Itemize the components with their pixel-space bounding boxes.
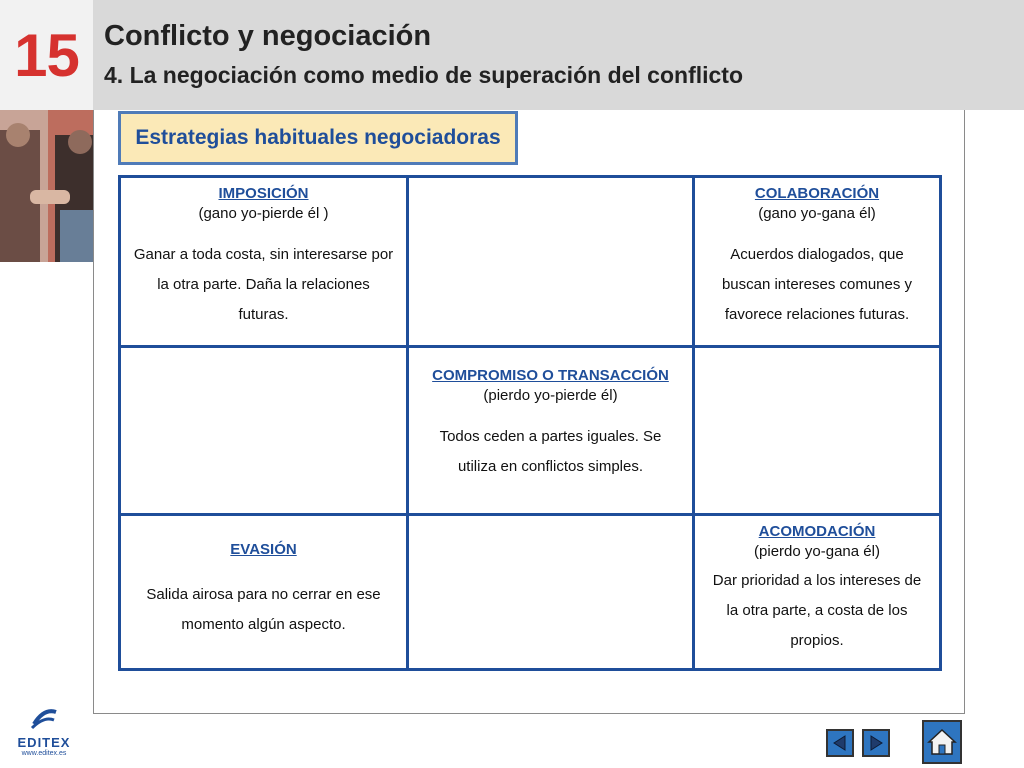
cell-empty (409, 516, 695, 668)
next-button[interactable] (862, 729, 890, 757)
chapter-number: 15 (0, 0, 93, 110)
home-button[interactable] (922, 720, 962, 764)
page-title: Conflicto y negociación (104, 20, 432, 52)
strategy-description: Dar prioridad a los intereses de la otra parte, a costa de los propios. (712, 572, 922, 649)
strategy-name: IMPOSICIÓN (218, 185, 309, 202)
cell-evasion (121, 516, 409, 668)
editex-logo-icon (30, 706, 58, 730)
section-title: Estrategias habituales negociadoras (118, 111, 518, 165)
strategy-name: ACOMODACIÓN (758, 523, 876, 540)
cell-compromiso (409, 348, 695, 516)
strategy-description: Ganar a toda costa, sin interesarse por la otra parte. Daña la relaciones futuras. (133, 246, 394, 323)
cell-acomodacion (695, 516, 939, 668)
strategy-name: COMPROMISO O TRANSACCIÓN (432, 367, 669, 384)
editex-logo (14, 706, 74, 762)
strategy-outcome: (pierdo yo-gana él) (754, 543, 880, 560)
strategy-name: EVASIÓN (230, 541, 297, 558)
strategy-name: COLABORACIÓN (754, 185, 880, 202)
cell-colaboracion (695, 178, 939, 348)
prev-button[interactable] (826, 729, 854, 757)
strategy-description: Salida airosa para no cerrar en ese momento algún aspecto. (146, 586, 381, 633)
home-icon (927, 727, 957, 757)
handshake-photo (0, 110, 93, 262)
logo-text: EDITEX (17, 735, 71, 750)
cell-empty (695, 348, 939, 516)
cell-imposicion (121, 178, 409, 348)
handshake-illustration (0, 110, 93, 262)
strategy-outcome: (gano yo-pierde él ) (198, 205, 329, 222)
strategy-outcome: (pierdo yo-pierde él) (483, 387, 618, 404)
strategy-description: Todos ceden a partes iguales. Se utiliza en conflictos simples. (439, 428, 662, 475)
cell-empty (409, 178, 695, 348)
page-subtitle: 4. La negociación como medio de superación del conflicto (104, 62, 744, 88)
logo-url: www.editex.es (21, 750, 67, 757)
triangle-right-icon (867, 734, 885, 752)
strategy-grid (118, 175, 942, 671)
strategy-description: Acuerdos dialogados, que buscan intereses comunes y favorece relaciones futuras. (721, 246, 913, 323)
strategy-outcome: (gano yo-gana él) (758, 205, 876, 222)
cell-empty (121, 348, 409, 516)
triangle-left-icon (831, 734, 849, 752)
header-bar (0, 0, 1024, 110)
